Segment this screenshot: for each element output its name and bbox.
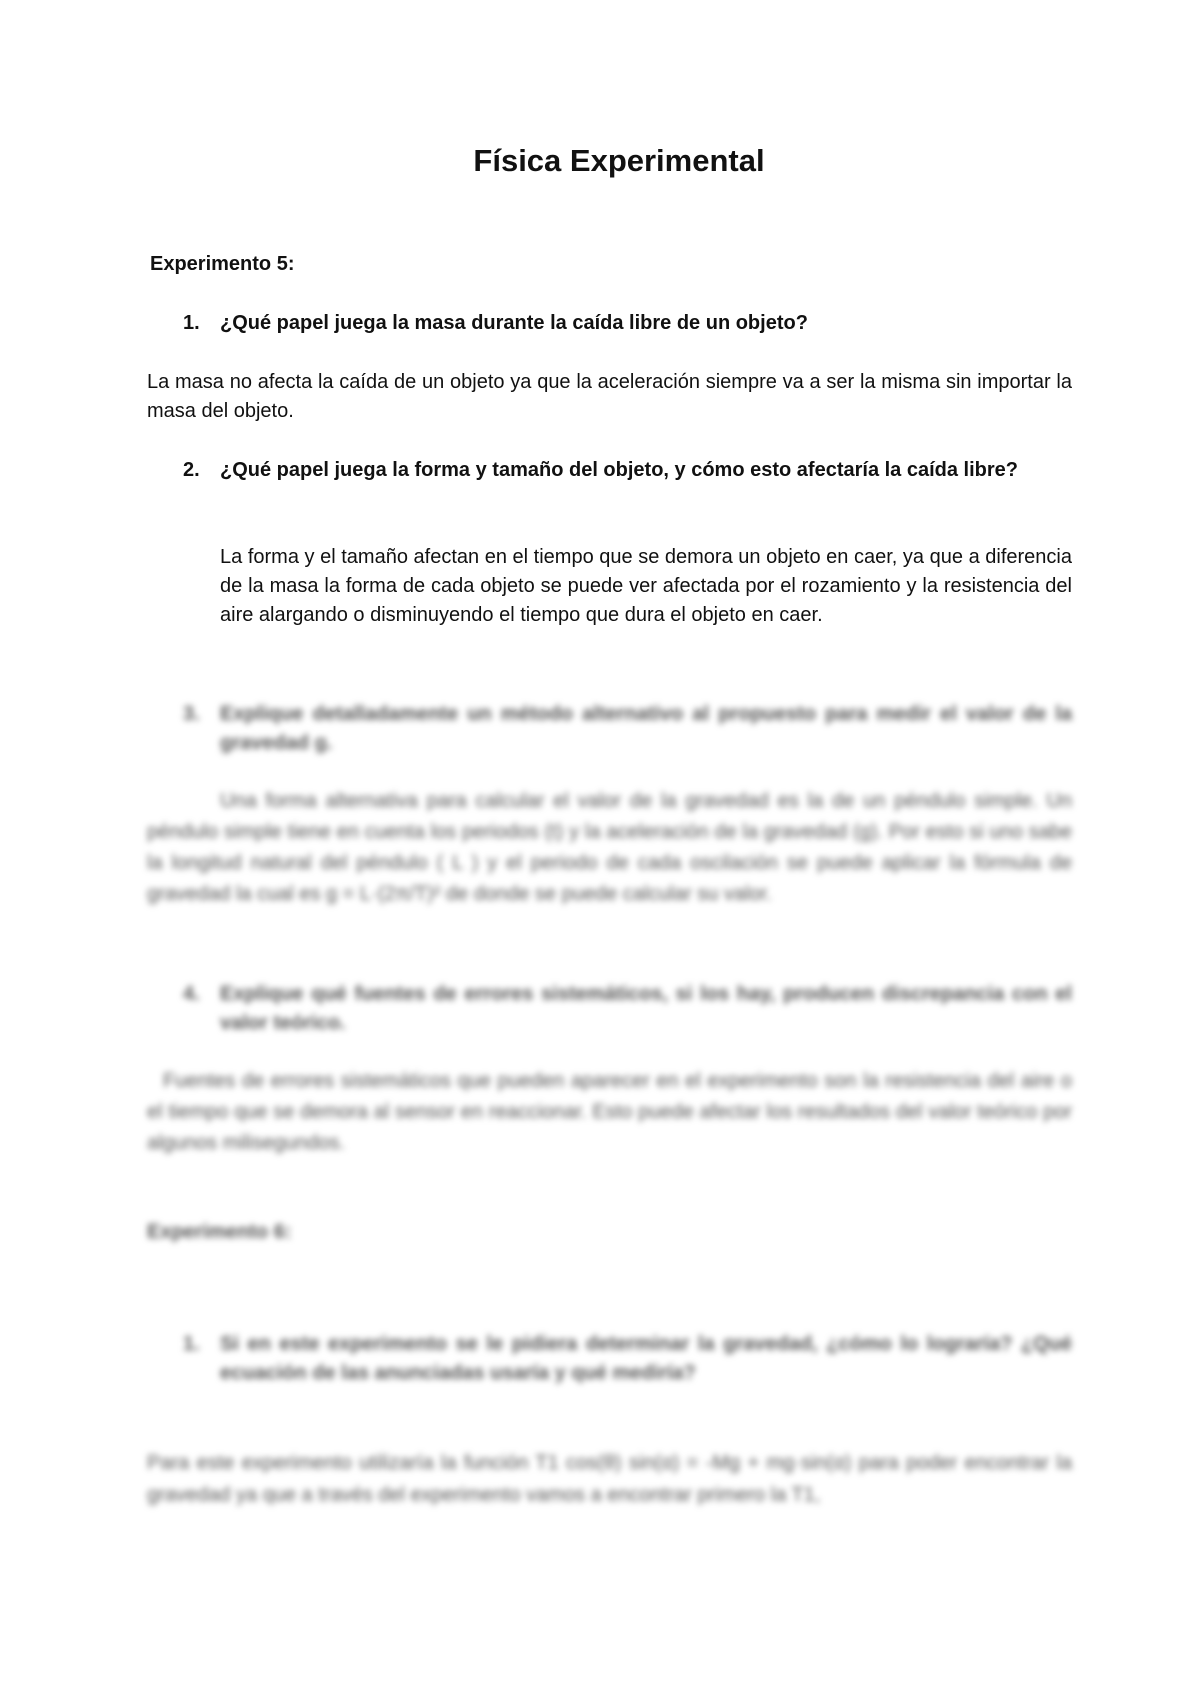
question-3-text: Explique detalladamente un método alternativo al propuesto para medir el valor de la gravedad g. bbox=[220, 703, 1072, 754]
answer-3-text: Una forma alternativa para calcular el valor de la gravedad es la de un péndulo simple. Un péndulo simple tiene en cuenta los periodos (t) y la aceleración de la gravedad (g). Por esto si uno sabe la longitud natural del péndulo ( L ) y el periodo de cada oscilación se puede aplicar la fórmula de gravedad la cual es g = L·(2π/T)² de donde se puede calcular su valor. bbox=[147, 790, 1072, 905]
exp6-question-1-number: 1. bbox=[183, 1333, 200, 1355]
answer-2-clip bbox=[220, 543, 1072, 653]
answer-4-text: Fuentes de errores sistemáticos que pueden aparecer en el experimento son la resistencia del aire o el tiempo que se demora al sensor en reaccionar. Esto puede afectar los resultados del valor teórico por algunos milisegundos. bbox=[147, 1070, 1072, 1154]
question-1-text: ¿Qué papel juega la masa durante la caída libre de un objeto? bbox=[220, 312, 808, 334]
experiment-6-heading: Experimento 6: bbox=[147, 1221, 292, 1243]
question-3-number: 3. bbox=[183, 703, 200, 725]
question-2-number: 2. bbox=[183, 459, 200, 481]
page-title: Física Experimental bbox=[473, 143, 765, 178]
answer-2-text: La forma y el tamaño afectan en el tiempo que se demora un objeto en caer, ya que a diferencia de la masa la forma de cada objeto se puede ver afectada por el rozamiento y la resistencia del aire alargando o disminuyendo el tiempo que dura el objeto en caer. bbox=[220, 546, 1072, 626]
question-2-text: ¿Qué papel juega la forma y tamaño del objeto, y cómo esto afectaría la caída libre? bbox=[220, 459, 1019, 481]
experiment-5-heading: Experimento 5: bbox=[150, 253, 295, 275]
question-4-number: 4. bbox=[183, 983, 200, 1005]
exp6-answer-1-text: Para este experimento utilizaría la función T1 cos(θ) sin(α) = -Mg + mg·sin(α) para poder encontrar la gravedad ya que a través del experimento vamos a encontrar primero la T1, bbox=[147, 1452, 1072, 1506]
question-1-number: 1. bbox=[183, 312, 200, 334]
exp6-question-1-text: Si en este experimento se le pidiera determinar la gravedad, ¿cómo lo lograría? ¿Qué ecuación de las anunciadas usaría y qué mediría? bbox=[220, 1333, 1072, 1384]
answer-1-text: La masa no afecta la caída de un objeto ya que la aceleración siempre va a ser la misma sin importar la masa del objeto. bbox=[147, 371, 1072, 422]
question-4-text: Explique qué fuentes de errores sistemáticos, si los hay, producen discrepancia con el valor teórico. bbox=[220, 983, 1072, 1034]
